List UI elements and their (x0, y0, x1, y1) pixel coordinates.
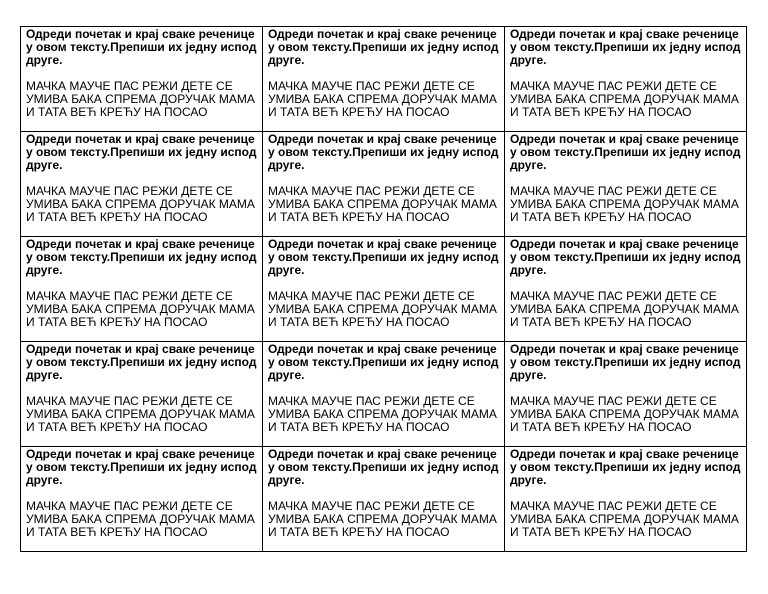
worksheet-card (263, 447, 505, 552)
worksheet-grid (20, 26, 747, 552)
task-instruction: Одреди почетак и крај сваке реченице у овом тексту.Препиши их једну испод друге. (26, 342, 257, 382)
story-text: МАЧКА МАУЧЕ ПАС РЕЖИ ДЕТЕ СЕ УМИВА БАКА СПРЕМА ДОРУЧАК МАМА И ТАТА ВЕЋ КРЕЋУ НА ПОСАО (26, 289, 255, 329)
worksheet-row (21, 342, 747, 447)
task-instruction: Одреди почетак и крај сваке реченице у овом тексту.Препиши их једну испод друге. (268, 237, 499, 277)
story-text: МАЧКА МАУЧЕ ПАС РЕЖИ ДЕТЕ СЕ УМИВА БАКА СПРЕМА ДОРУЧАК МАМА И ТАТА ВЕЋ КРЕЋУ НА ПОСАО (510, 289, 739, 329)
worksheet-row (21, 132, 747, 237)
story-text: МАЧКА МАУЧЕ ПАС РЕЖИ ДЕТЕ СЕ УМИВА БАКА СПРЕМА ДОРУЧАК МАМА И ТАТА ВЕЋ КРЕЋУ НА ПОСАО (510, 79, 739, 119)
task-instruction: Одреди почетак и крај сваке реченице у овом тексту.Препиши их једну испод друге. (26, 27, 257, 67)
story-text: МАЧКА МАУЧЕ ПАС РЕЖИ ДЕТЕ СЕ УМИВА БАКА СПРЕМА ДОРУЧАК МАМА И ТАТА ВЕЋ КРЕЋУ НА ПОСАО (510, 499, 739, 539)
worksheet-row (21, 27, 747, 132)
task-instruction: Одреди почетак и крај сваке реченице у овом тексту.Препиши их једну испод друге. (510, 447, 741, 487)
task-instruction: Одреди почетак и крај сваке реченице у овом тексту.Препиши их једну испод друге. (510, 27, 741, 67)
worksheet-card (505, 342, 747, 447)
worksheet-card (21, 342, 263, 447)
story-text: МАЧКА МАУЧЕ ПАС РЕЖИ ДЕТЕ СЕ УМИВА БАКА СПРЕМА ДОРУЧАК МАМА И ТАТА ВЕЋ КРЕЋУ НА ПОСАО (268, 79, 497, 119)
story-text: МАЧКА МАУЧЕ ПАС РЕЖИ ДЕТЕ СЕ УМИВА БАКА СПРЕМА ДОРУЧАК МАМА И ТАТА ВЕЋ КРЕЋУ НА ПОСАО (26, 79, 255, 119)
story-text: МАЧКА МАУЧЕ ПАС РЕЖИ ДЕТЕ СЕ УМИВА БАКА СПРЕМА ДОРУЧАК МАМА И ТАТА ВЕЋ КРЕЋУ НА ПОСАО (268, 184, 497, 224)
story-text: МАЧКА МАУЧЕ ПАС РЕЖИ ДЕТЕ СЕ УМИВА БАКА СПРЕМА ДОРУЧАК МАМА И ТАТА ВЕЋ КРЕЋУ НА ПОСАО (268, 499, 497, 539)
worksheet-card (21, 237, 263, 342)
task-instruction: Одреди почетак и крај сваке реченице у овом тексту.Препиши их једну испод друге. (26, 447, 257, 487)
worksheet-card (263, 237, 505, 342)
worksheet-card (263, 342, 505, 447)
task-instruction: Одреди почетак и крај сваке реченице у овом тексту.Препиши их једну испод друге. (268, 132, 499, 172)
worksheet-card (21, 447, 263, 552)
story-text: МАЧКА МАУЧЕ ПАС РЕЖИ ДЕТЕ СЕ УМИВА БАКА СПРЕМА ДОРУЧАК МАМА И ТАТА ВЕЋ КРЕЋУ НА ПОСАО (26, 394, 255, 434)
story-text: МАЧКА МАУЧЕ ПАС РЕЖИ ДЕТЕ СЕ УМИВА БАКА СПРЕМА ДОРУЧАК МАМА И ТАТА ВЕЋ КРЕЋУ НА ПОСАО (510, 394, 739, 434)
task-instruction: Одреди почетак и крај сваке реченице у овом тексту.Препиши их једну испод друге. (510, 237, 741, 277)
worksheet-row (21, 447, 747, 552)
story-text: МАЧКА МАУЧЕ ПАС РЕЖИ ДЕТЕ СЕ УМИВА БАКА СПРЕМА ДОРУЧАК МАМА И ТАТА ВЕЋ КРЕЋУ НА ПОСАО (268, 394, 497, 434)
story-text: МАЧКА МАУЧЕ ПАС РЕЖИ ДЕТЕ СЕ УМИВА БАКА СПРЕМА ДОРУЧАК МАМА И ТАТА ВЕЋ КРЕЋУ НА ПОСАО (26, 184, 255, 224)
worksheet-card (263, 27, 505, 132)
task-instruction: Одреди почетак и крај сваке реченице у овом тексту.Препиши их једну испод друге. (26, 237, 257, 277)
story-text: МАЧКА МАУЧЕ ПАС РЕЖИ ДЕТЕ СЕ УМИВА БАКА СПРЕМА ДОРУЧАК МАМА И ТАТА ВЕЋ КРЕЋУ НА ПОСАО (510, 184, 739, 224)
worksheet-card (505, 447, 747, 552)
task-instruction: Одреди почетак и крај сваке реченице у овом тексту.Препиши их једну испод друге. (268, 27, 499, 67)
task-instruction: Одреди почетак и крај сваке реченице у овом тексту.Препиши их једну испод друге. (510, 342, 741, 382)
worksheet-card (505, 27, 747, 132)
worksheet-card (263, 132, 505, 237)
story-text: МАЧКА МАУЧЕ ПАС РЕЖИ ДЕТЕ СЕ УМИВА БАКА СПРЕМА ДОРУЧАК МАМА И ТАТА ВЕЋ КРЕЋУ НА ПОСАО (268, 289, 497, 329)
worksheet-card (21, 27, 263, 132)
task-instruction: Одреди почетак и крај сваке реченице у овом тексту.Препиши их једну испод друге. (510, 132, 741, 172)
task-instruction: Одреди почетак и крај сваке реченице у овом тексту.Препиши их једну испод друге. (26, 132, 257, 172)
task-instruction: Одреди почетак и крај сваке реченице у овом тексту.Препиши их једну испод друге. (268, 447, 499, 487)
worksheet-card (505, 132, 747, 237)
worksheet-card (21, 132, 263, 237)
worksheet-card (505, 237, 747, 342)
story-text: МАЧКА МАУЧЕ ПАС РЕЖИ ДЕТЕ СЕ УМИВА БАКА СПРЕМА ДОРУЧАК МАМА И ТАТА ВЕЋ КРЕЋУ НА ПОСАО (26, 499, 255, 539)
worksheet-row (21, 237, 747, 342)
task-instruction: Одреди почетак и крај сваке реченице у овом тексту.Препиши их једну испод друге. (268, 342, 499, 382)
